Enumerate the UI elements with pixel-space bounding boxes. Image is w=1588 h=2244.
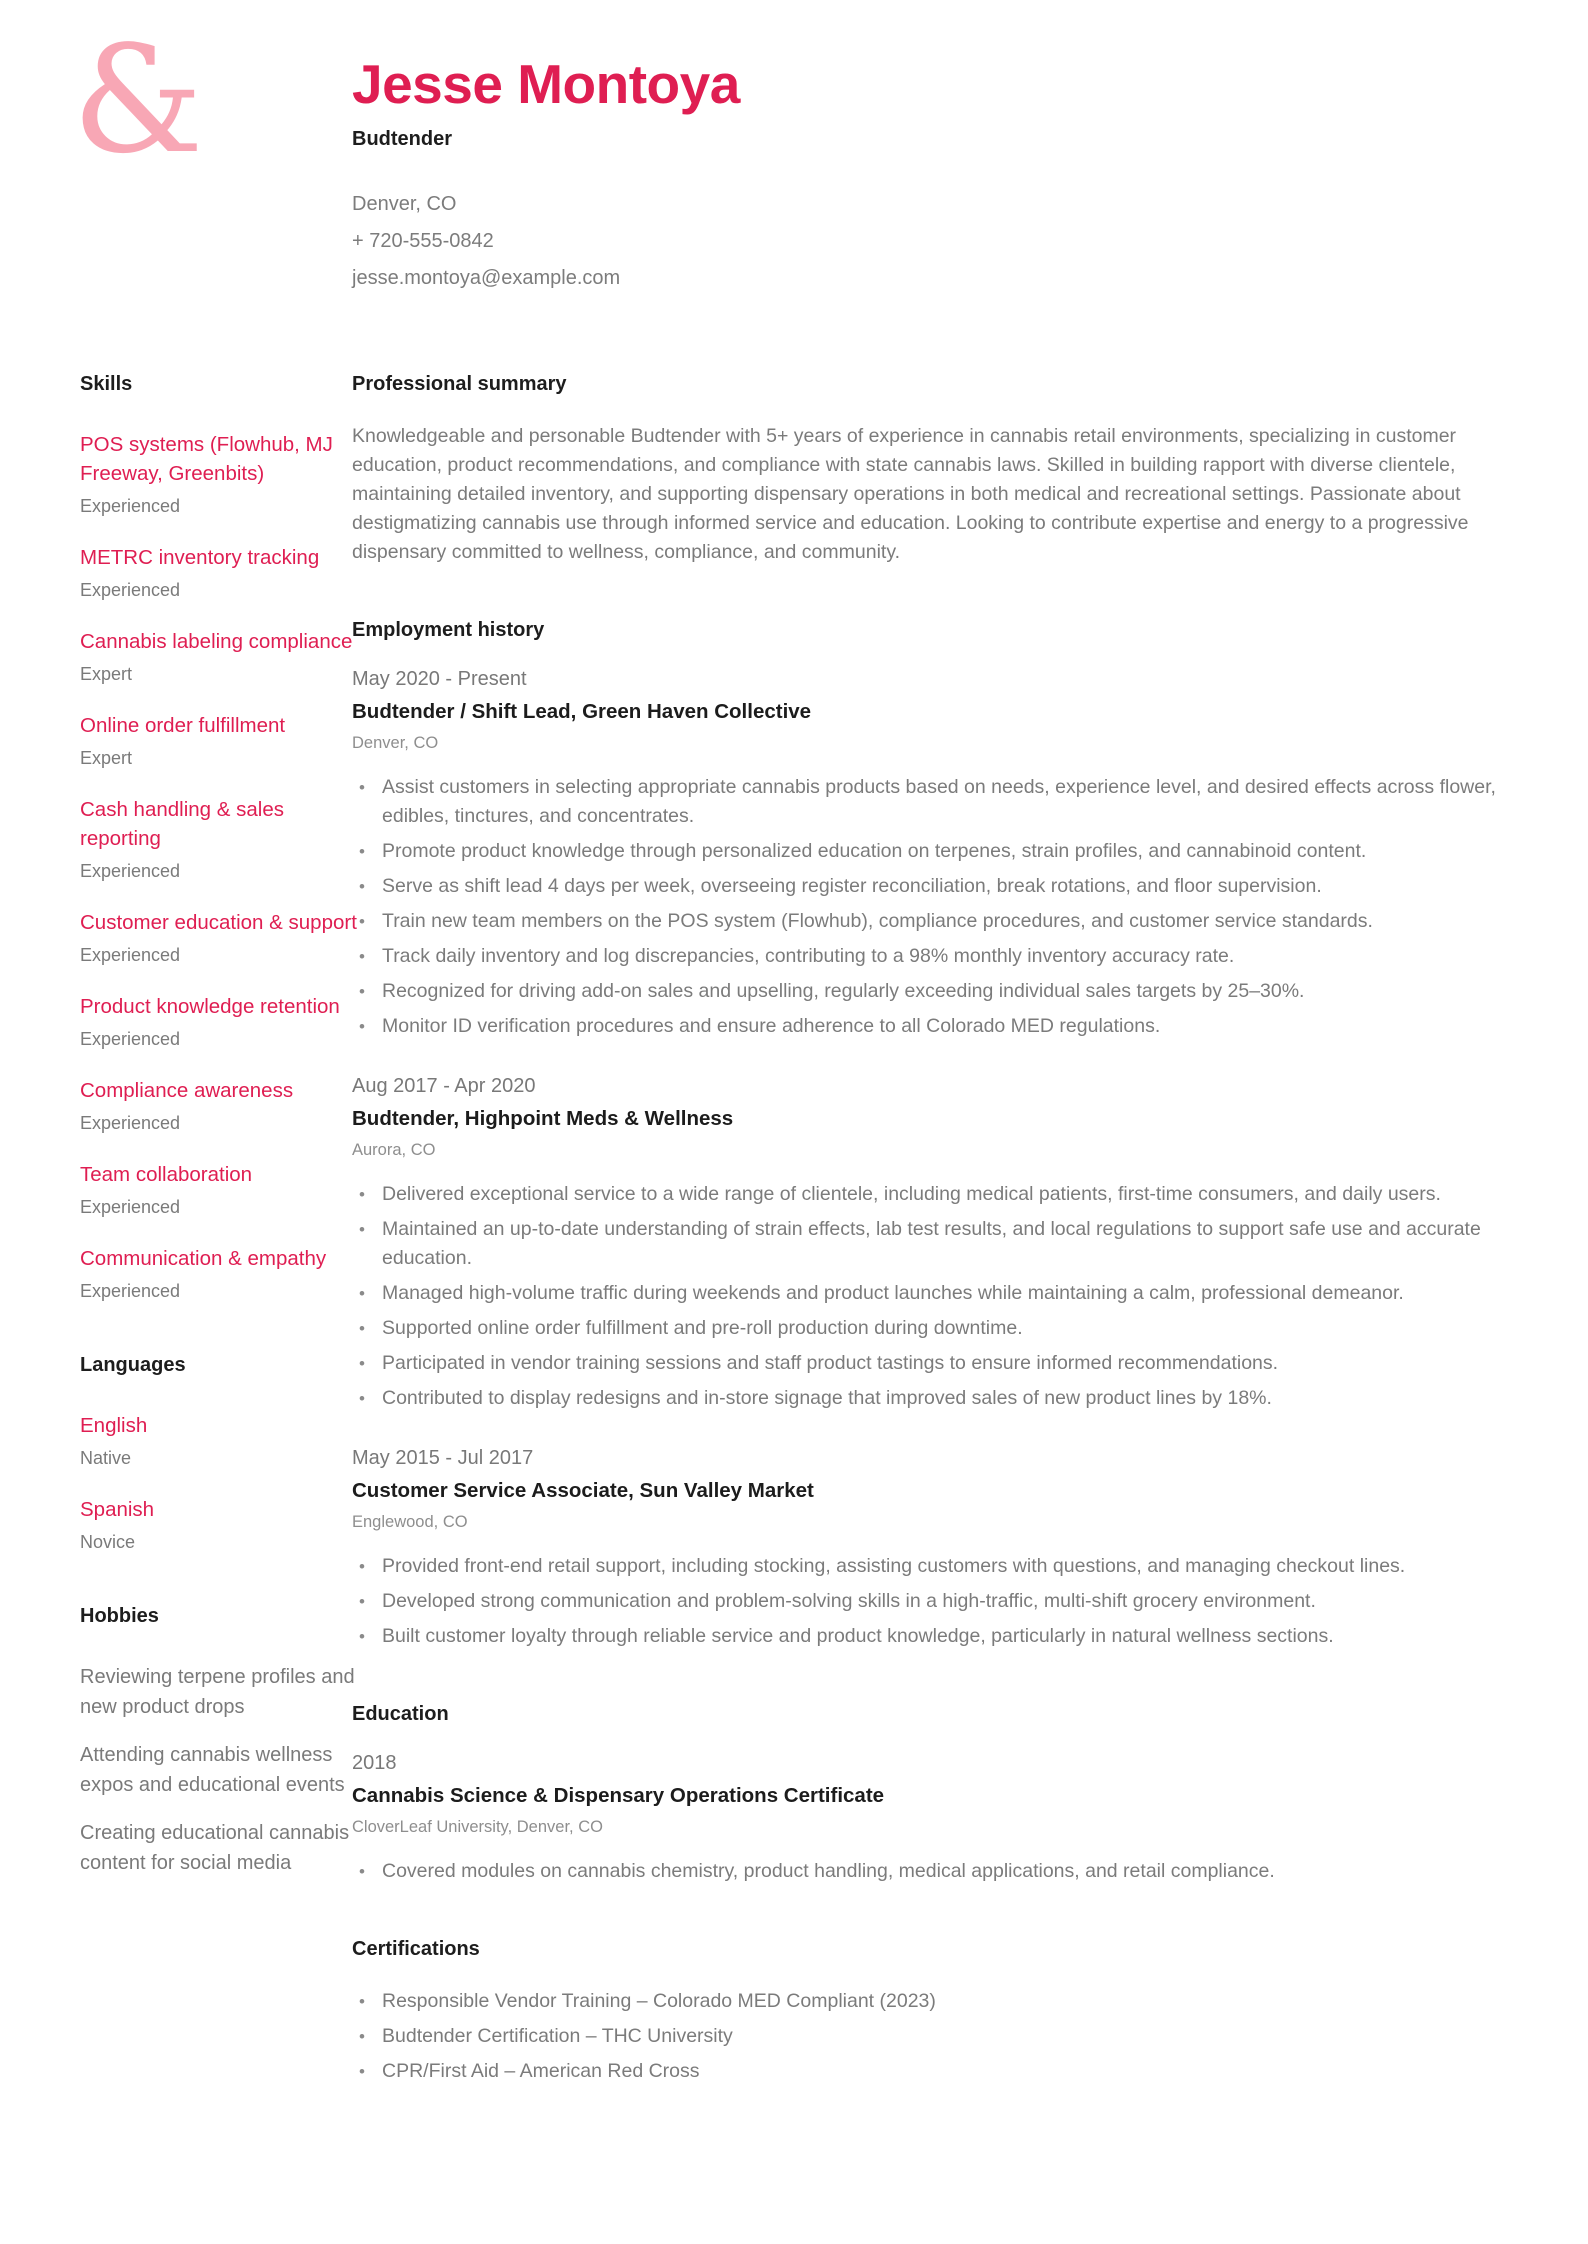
skill-level: Experienced	[80, 1029, 181, 1049]
language-name: Spanish	[80, 1498, 155, 1521]
skill-name: Customer education & support	[80, 911, 357, 934]
education-section	[352, 1703, 1518, 1886]
education-bullets	[352, 1857, 1518, 1886]
languages-section	[80, 1354, 362, 1553]
skill-name: Communication & empathy	[80, 1247, 327, 1270]
job-bullet: • Recognized for driving add-on sales and upselling, regularly exceeding individual sales targets by 25–30%.	[352, 977, 1518, 1006]
job-bullet: • Serve as shift lead 4 days per week, overseeing register reconciliation, break rotations, and floor supervision.	[352, 872, 1518, 901]
skill-name: Online order fulfillment	[80, 714, 286, 737]
education-title: Cannabis Science & Dispensary Operations Certificate	[352, 1784, 885, 1807]
skill-item	[80, 1244, 362, 1302]
summary-text: Knowledgeable and personable Budtender with 5+ years of experience in cannabis retail environments, specializing in customer education, product recommendations, and compliance with state cannabis laws. Skilled in building rapport with diverse clientele, maintaining detailed inventory, and supporting dispensary operations in both medical and recreational settings. Passionate about destigmatizing cannabis use through informed service and education. Looking to contribute expertise and energy to a progressive dispensary committed to wellness, compliance, and community.	[352, 425, 1469, 563]
skills-section	[80, 373, 362, 1302]
skill-level: Experienced	[80, 861, 181, 881]
job-title: Budtender, Highpoint Meds & Wellness	[352, 1107, 734, 1130]
job-title: Customer Service Associate, Sun Valley Market	[352, 1479, 814, 1502]
skill-name: Team collaboration	[80, 1163, 253, 1186]
language-item	[80, 1411, 362, 1469]
job-bullet: • Contributed to display redesigns and in-store signage that improved sales of new product lines by 18%.	[352, 1384, 1518, 1413]
skill-level: Experienced	[80, 1197, 181, 1217]
skill-name: Product knowledge retention	[80, 995, 340, 1018]
job-bullet: • Built customer loyalty through reliable service and product knowledge, particularly in natural wellness sections.	[352, 1622, 1518, 1651]
certifications-section	[352, 1938, 1518, 2086]
skill-name: POS systems (Flowhub, MJ Freeway, Greenbits)	[80, 433, 333, 485]
job-bullet: • Managed high-volume traffic during weekends and product launches while maintaining a calm, professional demeanor.	[352, 1279, 1518, 1308]
certification-item: • Budtender Certification – THC University	[352, 2022, 1518, 2051]
job-entry	[352, 1075, 1518, 1413]
education-dates: 2018	[352, 1752, 397, 1774]
skill-level: Experienced	[80, 945, 181, 965]
job-entry	[352, 1447, 1518, 1651]
certifications-heading: Certifications	[352, 1938, 480, 1960]
skill-item	[80, 795, 362, 882]
skill-item	[80, 1160, 362, 1218]
language-level: Novice	[80, 1532, 136, 1552]
job-bullets	[352, 1180, 1518, 1413]
hobby-item: Reviewing terpene profiles and new product drops	[80, 1666, 355, 1718]
job-location: Aurora, CO	[352, 1141, 436, 1159]
job-bullet: • Maintained an up-to-date understanding of strain effects, lab test results, and local regulations to support safe use and accurate education.	[352, 1215, 1518, 1273]
job-title: Budtender / Shift Lead, Green Haven Collective	[352, 700, 812, 723]
education-heading: Education	[352, 1703, 449, 1725]
summary-heading: Professional summary	[352, 373, 567, 395]
job-bullet: • Promote product knowledge through personalized education on terpenes, strain profiles, and cannabinoid content.	[352, 837, 1518, 866]
certification-item: • CPR/First Aid – American Red Cross	[352, 2057, 1518, 2086]
header	[352, 52, 740, 304]
certification-item: • Responsible Vendor Training – Colorado MED Compliant (2023)	[352, 1987, 1518, 2016]
job-bullet: • Train new team members on the POS system (Flowhub), compliance procedures, and customer service standards.	[352, 907, 1518, 936]
certification-list	[352, 1987, 1518, 2086]
contact-phone: + 720-555-0842	[352, 230, 494, 252]
employment-section	[352, 619, 1518, 1651]
skills-heading: Skills	[80, 373, 133, 395]
education-entry	[352, 1752, 1518, 1886]
skill-item	[80, 430, 362, 517]
hobby-item: Creating educational cannabis content for social media	[80, 1822, 350, 1874]
skill-item	[80, 992, 362, 1050]
skill-level: Experienced	[80, 580, 181, 600]
skill-level: Experienced	[80, 1113, 181, 1133]
candidate-name: Jesse Montoya	[352, 53, 740, 115]
education-bullet: • Covered modules on cannabis chemistry, product handling, medical applications, and retail compliance.	[352, 1857, 1518, 1886]
contact-email: jesse.montoya@example.com	[352, 267, 621, 289]
main-column	[352, 373, 1518, 2092]
contact-block	[352, 193, 740, 290]
job-dates: May 2015 - Jul 2017	[352, 1447, 534, 1469]
job-dates: Aug 2017 - Apr 2020	[352, 1075, 536, 1097]
skill-name: Cash handling & sales reporting	[80, 798, 284, 850]
skill-item	[80, 543, 362, 601]
education-school: CloverLeaf University, Denver, CO	[352, 1818, 603, 1836]
skill-level: Expert	[80, 664, 133, 684]
employment-heading: Employment history	[352, 619, 545, 641]
job-dates: May 2020 - Present	[352, 668, 527, 690]
job-entry	[352, 668, 1518, 1041]
job-bullets	[352, 1552, 1518, 1651]
languages-heading: Languages	[80, 1354, 186, 1376]
candidate-job-title: Budtender	[352, 128, 452, 150]
skill-name: METRC inventory tracking	[80, 546, 320, 569]
skill-item	[80, 711, 362, 769]
skill-name: Compliance awareness	[80, 1079, 294, 1102]
hobby-item: Attending cannabis wellness expos and educational events	[80, 1744, 345, 1796]
skill-level: Experienced	[80, 496, 181, 516]
skill-name: Cannabis labeling compliance	[80, 630, 353, 653]
language-name: English	[80, 1414, 148, 1437]
sidebar	[80, 373, 362, 1896]
skill-item	[80, 1076, 362, 1134]
ampersand-logo-icon: &	[72, 14, 204, 186]
language-level: Native	[80, 1448, 132, 1468]
skill-item	[80, 908, 362, 966]
hobbies-heading: Hobbies	[80, 1605, 159, 1627]
skill-level: Expert	[80, 748, 133, 768]
language-item	[80, 1495, 362, 1553]
job-bullet: • Supported online order fulfillment and pre-roll production during downtime.	[352, 1314, 1518, 1343]
job-bullet: • Track daily inventory and log discrepancies, contributing to a 98% monthly inventory accuracy rate.	[352, 942, 1518, 971]
job-bullet: • Delivered exceptional service to a wide range of clientele, including medical patients, first-time consumers, and daily users.	[352, 1180, 1518, 1209]
skill-item	[80, 627, 362, 685]
job-bullet: • Participated in vendor training sessions and staff product tastings to ensure informed recommendations.	[352, 1349, 1518, 1378]
contact-location: Denver, CO	[352, 193, 457, 215]
summary-section	[352, 373, 1518, 567]
job-bullet: • Developed strong communication and problem-solving skills in a high-traffic, multi-shift grocery environment.	[352, 1587, 1518, 1616]
job-location: Denver, CO	[352, 734, 439, 752]
job-bullets	[352, 773, 1518, 1041]
job-bullet: • Provided front-end retail support, including stocking, assisting customers with questions, and managing checkout lines.	[352, 1552, 1518, 1581]
hobbies-section	[80, 1605, 362, 1878]
job-bullet: • Monitor ID verification procedures and ensure adherence to all Colorado MED regulations.	[352, 1012, 1518, 1041]
job-bullet: • Assist customers in selecting appropriate cannabis products based on needs, experience level, and desired effects across flower, edibles, tinctures, and concentrates.	[352, 773, 1518, 831]
job-location: Englewood, CO	[352, 1513, 468, 1531]
skill-level: Experienced	[80, 1281, 181, 1301]
